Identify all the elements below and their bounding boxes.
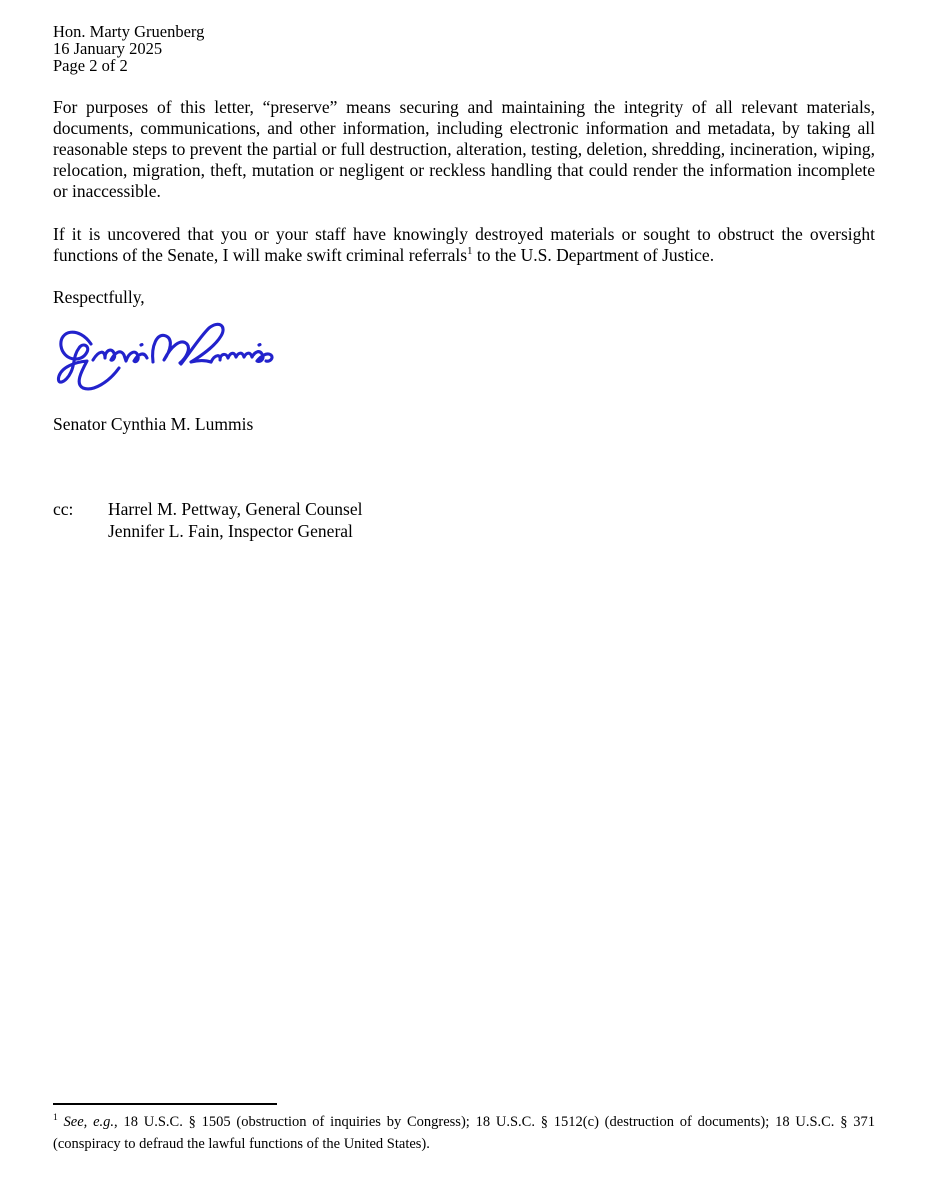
signature-image [53, 320, 281, 398]
cc-recipient: Jennifer L. Fain, Inspector General [108, 521, 353, 541]
paragraph2-text-before-footnote: If it is uncovered that you or your staff have knowingly destroyed materials or sought to obstruct the oversight functions of the Senate, I will make swift criminal referrals [53, 224, 875, 265]
footnote-divider [53, 1103, 277, 1105]
footnote-text [53, 1112, 875, 1155]
footnote-marker: 1 [53, 1113, 58, 1124]
signature-block [53, 320, 875, 398]
header-recipient: Hon. Marty Gruenberg [53, 22, 205, 41]
paragraph-preserve-definition: For purposes of this letter, “preserve” means securing and maintaining the integrity of all relevant materials, documents, communications, and other information, including electronic information and metadata, by taking all reasonable steps to prevent the partial or full destruction, alteration, testing, deletion, shredding, incineration, wiping, relocation, migration, theft, mutation or negligent or reckless handling that could render the information incomplete or inaccessible. [53, 97, 875, 201]
footnote-italic-lead: See, e.g. [63, 1114, 115, 1130]
footnote-section [53, 1103, 875, 1155]
signer-name: Senator Cynthia M. Lummis [53, 414, 254, 434]
paragraph2-text-after-footnote: to the U.S. Department of Justice. [472, 245, 715, 265]
cc-block [53, 498, 875, 542]
letter-header [53, 23, 875, 74]
paragraph-criminal-referrals [53, 224, 875, 266]
header-date: 16 January 2025 [53, 39, 163, 58]
footnote-reference-marker: 1 [467, 245, 473, 258]
footnote-body: , 18 U.S.C. § 1505 (obstruction of inquiries by Congress); 18 U.S.C. § 1512(c) (destruction of documents); 18 U.S.C. § 371 (conspiracy to defraud the lawful functions of the United States). [53, 1114, 876, 1152]
closing-salutation: Respectfully, [53, 287, 145, 307]
cc-label: cc: [53, 499, 74, 519]
header-page-number: Page 2 of 2 [53, 56, 128, 75]
cc-recipient: Harrel M. Pettway, General Counsel [108, 499, 363, 519]
cc-recipient-list [108, 498, 363, 542]
letter-content [53, 0, 875, 542]
